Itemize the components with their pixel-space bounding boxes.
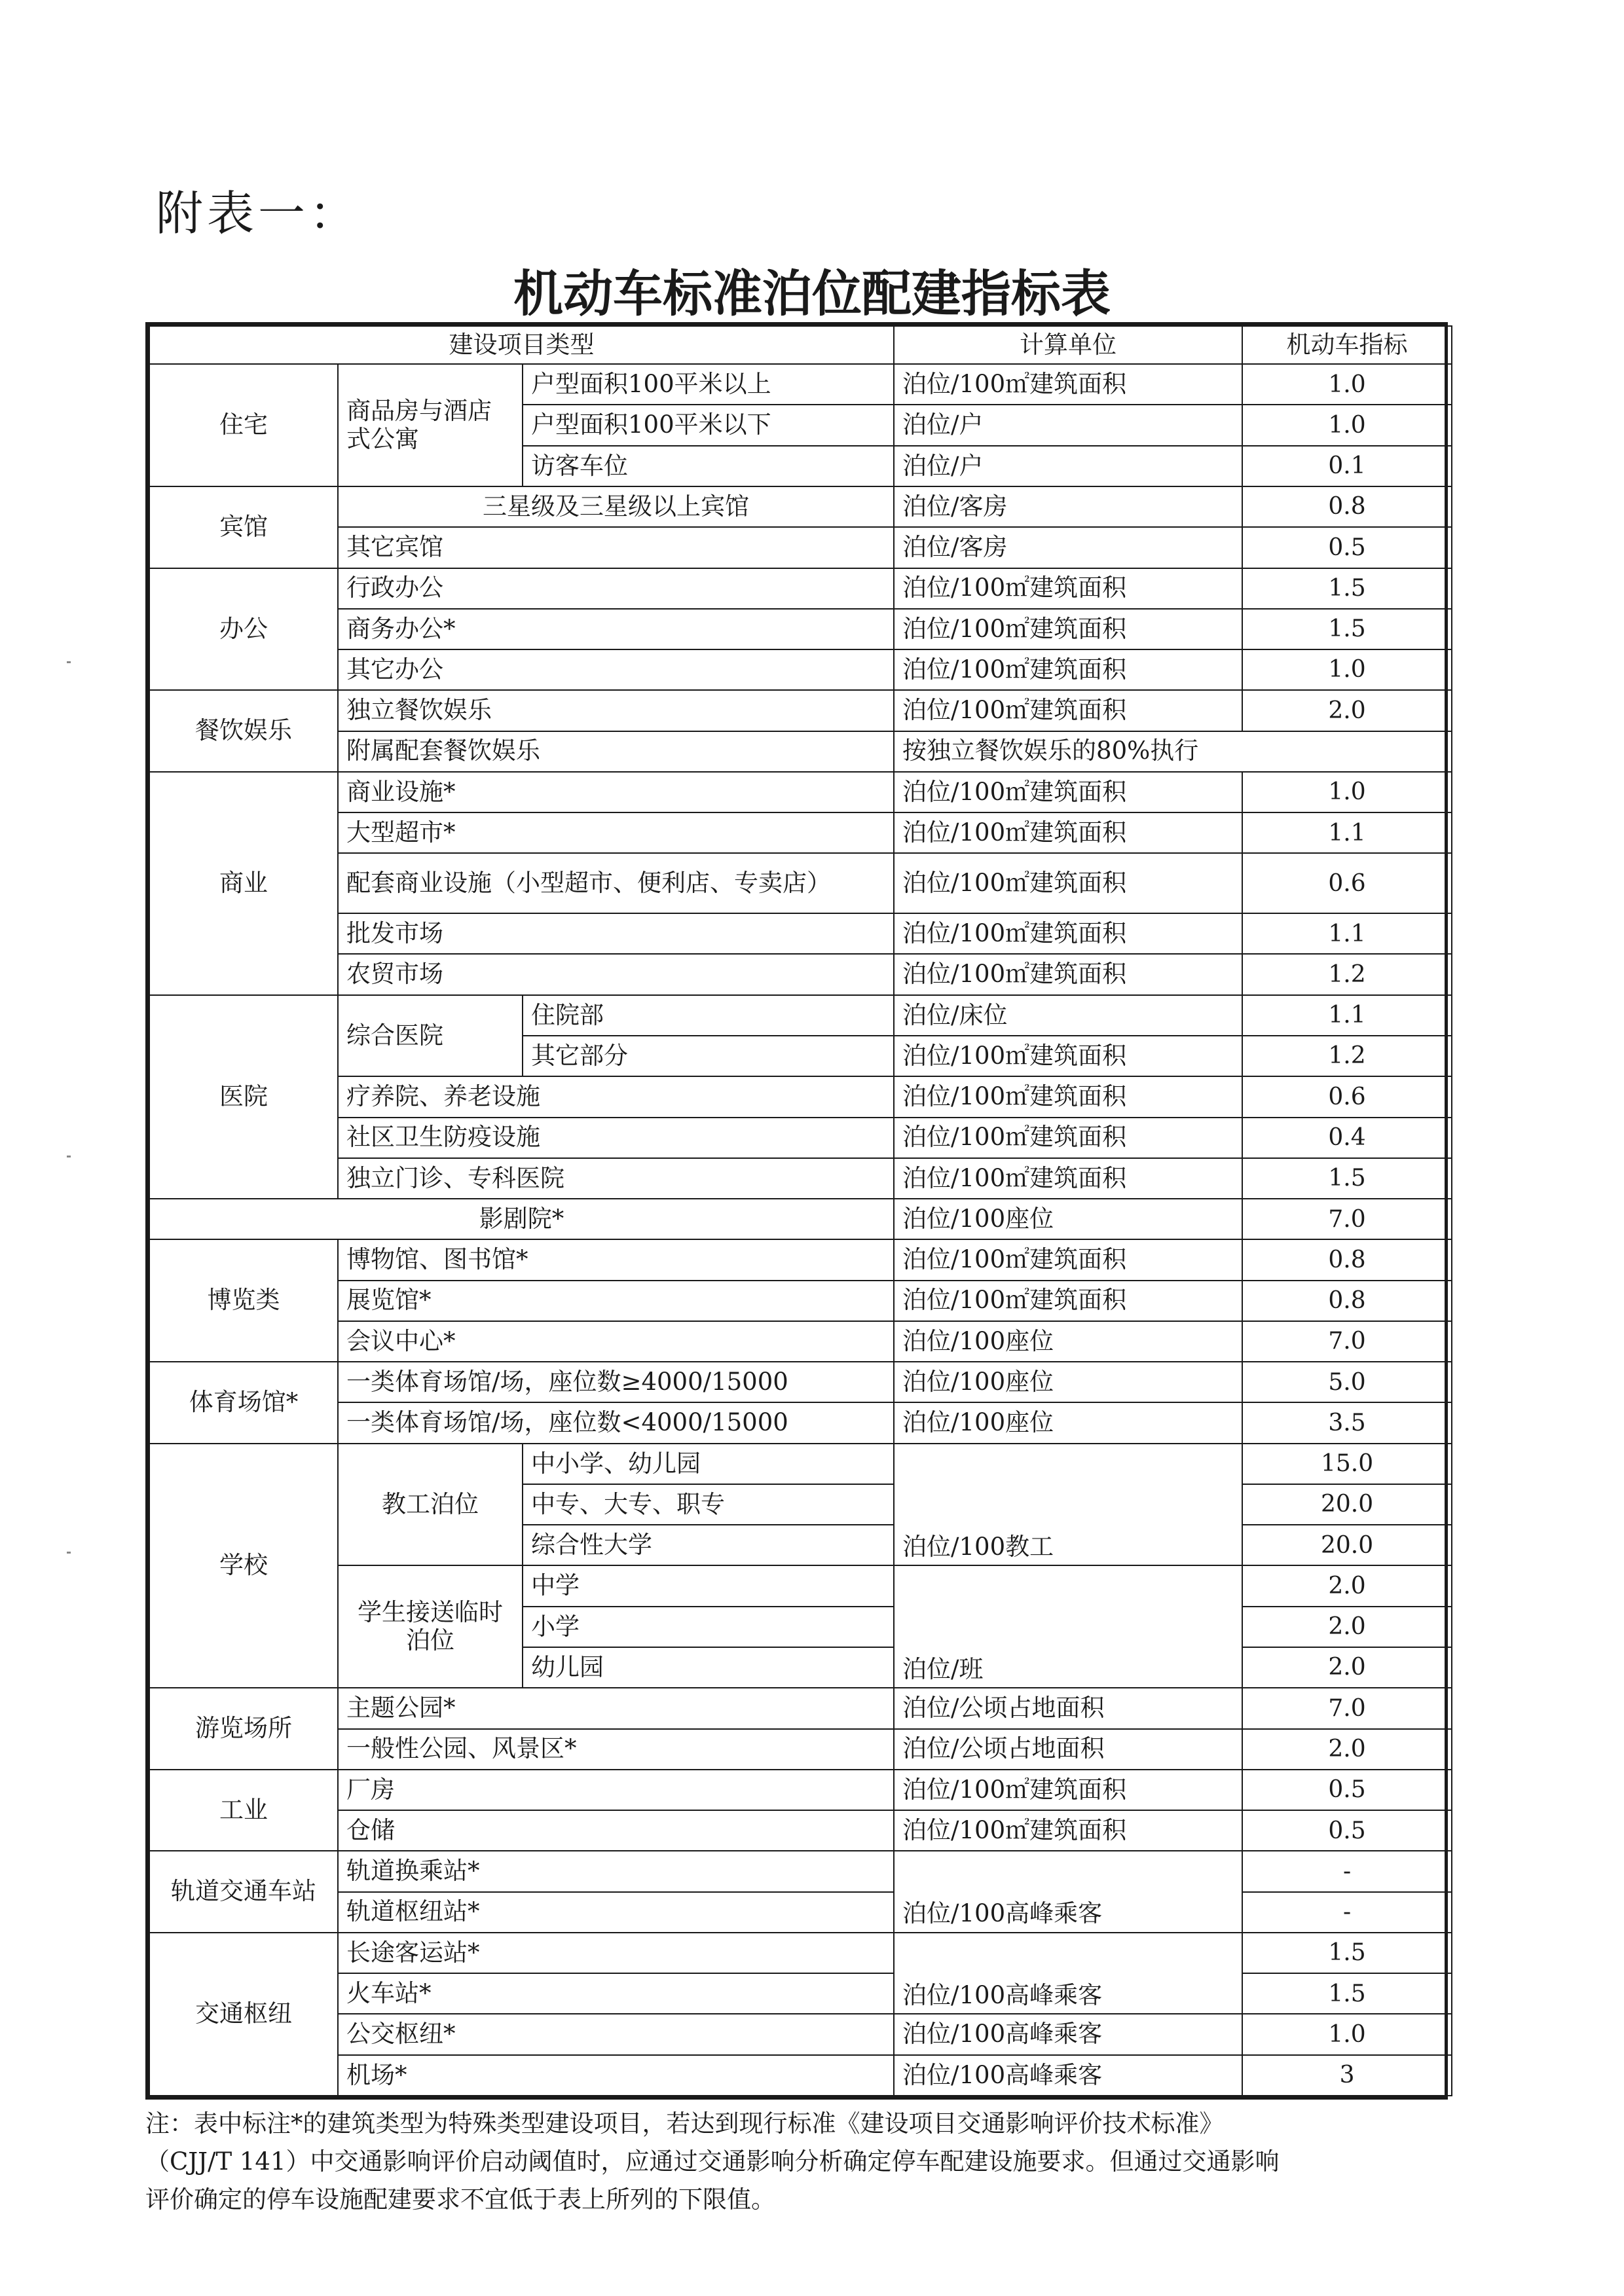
- value-cell: 1.2: [1242, 1036, 1452, 1076]
- unit-cell: 泊位/100㎡建筑面积: [894, 853, 1242, 913]
- value-cell: 2.0: [1242, 1647, 1452, 1688]
- table-row: [149, 812, 1452, 853]
- value-cell: 7.0: [1242, 1688, 1452, 1728]
- unit-cell: 泊位/床位: [894, 995, 1242, 1036]
- table-row: [149, 1933, 1452, 1973]
- item-cell: 厂房: [338, 1770, 894, 1810]
- item-cell: 火车站*: [338, 1973, 894, 2014]
- unit-cell: 泊位/100㎡建筑面积: [894, 1036, 1242, 1076]
- table-row: [149, 913, 1452, 954]
- table-row: [149, 486, 1452, 527]
- value-cell: 20.0: [1242, 1484, 1452, 1525]
- table-row: [149, 1770, 1452, 1810]
- value-cell: 0.6: [1242, 1076, 1452, 1117]
- unit-cell: 泊位/户: [894, 446, 1242, 486]
- value-cell: 0.6: [1242, 853, 1452, 913]
- value-cell: 5.0: [1242, 1362, 1452, 1402]
- item-cell: 机场*: [338, 2055, 894, 2096]
- unit-cell: 泊位/100㎡建筑面积: [894, 954, 1242, 994]
- unit-cell: 泊位/100㎡建筑面积: [894, 1770, 1242, 1810]
- table-row: [149, 2014, 1452, 2054]
- value-cell: 1.1: [1242, 913, 1452, 954]
- table-row: [149, 1239, 1452, 1280]
- unit-cell: 泊位/100㎡建筑面积: [894, 772, 1242, 812]
- unit-cell-pickup: 泊位/班: [894, 1565, 1242, 1688]
- value-cell: 1.5: [1242, 1973, 1452, 2014]
- item-cell: 博物馆、图书馆*: [338, 1239, 894, 1280]
- item-cell: 附属配套餐饮娱乐: [338, 731, 894, 772]
- item-cell: 其它办公: [338, 649, 894, 690]
- table-row: [149, 1973, 1452, 2014]
- category-hospital: 医院: [149, 995, 338, 1199]
- unit-cell: 泊位/100座位: [894, 1321, 1242, 1362]
- item-cell: 三星级及三星级以上宾馆: [338, 486, 894, 527]
- item-cell: 住院部: [523, 995, 894, 1036]
- value-cell: 1.5: [1242, 609, 1452, 649]
- unit-cell: 泊位/100㎡建筑面积: [894, 1076, 1242, 1117]
- document-title: 机动车标准泊位配建指标表: [513, 264, 1111, 323]
- item-cell: 公交枢纽*: [338, 2014, 894, 2054]
- value-cell: 0.4: [1242, 1118, 1452, 1158]
- unit-cell: 泊位/客房: [894, 527, 1242, 568]
- item-cell: 轨道枢纽站*: [338, 1892, 894, 1933]
- value-cell: 7.0: [1242, 1199, 1452, 1239]
- value-cell: 15.0: [1242, 1444, 1452, 1484]
- item-cell: 其它部分: [523, 1036, 894, 1076]
- category-rail: 轨道交通车站: [149, 1851, 338, 1933]
- category-transport-hub: 交通枢纽: [149, 1933, 338, 2096]
- table-row: [149, 527, 1452, 568]
- unit-cell: 泊位/公顷占地面积: [894, 1688, 1242, 1728]
- table-row: [149, 1076, 1452, 1117]
- subcategory-pickup-parking: 学生接送临时泊位: [338, 1565, 523, 1688]
- table-row: [149, 853, 1452, 913]
- table-row: [149, 609, 1452, 649]
- table-row: [149, 1199, 1452, 1239]
- value-cell: 3.5: [1242, 1402, 1452, 1443]
- item-cell: 配套商业设施（小型超市、便利店、专卖店）: [338, 853, 894, 913]
- unit-cell: 泊位/100座位: [894, 1362, 1242, 1402]
- scan-mark: [67, 661, 71, 663]
- table-row: [149, 1321, 1452, 1362]
- footnote: 注：表中标注*的建筑类型为特殊类型建设项目，若达到现行标准《建设项目交通影响评价技术标准》 （CJJ/T 141）中交通影响评价启动阈值时，应通过交通影响分析确定停车配建设施要求。但通过交通影响 评价确定的停车设施配建要求不宜低于表上所列的下限值。: [145, 2109, 1280, 2214]
- unit-cell: 泊位/100㎡建筑面积: [894, 1281, 1242, 1321]
- item-cell: 展览馆*: [338, 1281, 894, 1321]
- value-cell: 0.8: [1242, 1239, 1452, 1280]
- appendix-label: 附表一：: [156, 186, 361, 241]
- value-cell: 2.0: [1242, 1565, 1452, 1606]
- value-cell: -: [1242, 1892, 1452, 1933]
- item-cell: 一类体育场馆/场，座位数≥4000/15000: [338, 1362, 894, 1402]
- item-cell: 独立餐饮娱乐: [338, 690, 894, 731]
- header-index: 机动车指标: [1242, 326, 1452, 364]
- table-row: [149, 649, 1452, 690]
- subcategory-general-hospital: 综合医院: [338, 995, 523, 1077]
- value-cell: 1.0: [1242, 772, 1452, 812]
- item-cell: 小学: [523, 1607, 894, 1647]
- table-row: [149, 1444, 1452, 1484]
- item-cell: 一般性公园、风景区*: [338, 1729, 894, 1770]
- value-cell: 1.0: [1242, 405, 1452, 445]
- item-cell: 中学: [523, 1565, 894, 1606]
- table-row: [149, 364, 1452, 405]
- table-row: [149, 772, 1452, 812]
- item-cell: 中小学、幼儿园: [523, 1444, 894, 1484]
- scan-mark: [67, 1552, 71, 1554]
- value-cell: 1.5: [1242, 1158, 1452, 1199]
- category-park: 游览场所: [149, 1688, 338, 1770]
- category-school: 学校: [149, 1444, 338, 1688]
- table-row: [149, 1158, 1452, 1199]
- table-row: [149, 1565, 1452, 1606]
- item-cell: 户型面积100平米以下: [523, 405, 894, 445]
- value-cell: 2.0: [1242, 690, 1452, 731]
- table-row: [149, 954, 1452, 994]
- unit-cell: 泊位/100㎡建筑面积: [894, 364, 1242, 405]
- value-cell: 3: [1242, 2055, 1452, 2096]
- category-exhibition: 博览类: [149, 1239, 338, 1362]
- item-cell: 一类体育场馆/场，座位数<4000/15000: [338, 1402, 894, 1443]
- category-sports: 体育场馆*: [149, 1362, 338, 1444]
- item-cell: 批发市场: [338, 913, 894, 954]
- unit-cell: 泊位/100座位: [894, 1402, 1242, 1443]
- unit-cell: 泊位/100㎡建筑面积: [894, 1810, 1242, 1851]
- table-row: [149, 1688, 1452, 1728]
- subcategory-apartment: 商品房与酒店式公寓: [338, 364, 523, 486]
- unit-cell: 泊位/公顷占地面积: [894, 1729, 1242, 1770]
- item-cell: 主题公园*: [338, 1688, 894, 1728]
- category-office: 办公: [149, 568, 338, 691]
- value-cell: 1.0: [1242, 649, 1452, 690]
- value-cell: 20.0: [1242, 1525, 1452, 1565]
- value-cell: 1.5: [1242, 568, 1452, 609]
- unit-cell: 按独立餐饮娱乐的80%执行: [894, 731, 1452, 772]
- value-cell: 1.0: [1242, 364, 1452, 405]
- value-cell: 1.1: [1242, 995, 1452, 1036]
- table-row: [149, 1729, 1452, 1770]
- value-cell: 0.1: [1242, 446, 1452, 486]
- unit-cell: 泊位/客房: [894, 486, 1242, 527]
- unit-cell: 泊位/100㎡建筑面积: [894, 913, 1242, 954]
- item-cell: 轨道换乘站*: [338, 1851, 894, 1891]
- value-cell: 2.0: [1242, 1729, 1452, 1770]
- unit-cell: 泊位/100㎡建筑面积: [894, 690, 1242, 731]
- unit-cell: 泊位/100㎡建筑面积: [894, 812, 1242, 853]
- category-industry: 工业: [149, 1770, 338, 1851]
- table-row: [149, 1810, 1452, 1851]
- item-cell: 大型超市*: [338, 812, 894, 853]
- item-cell: 商务办公*: [338, 609, 894, 649]
- value-cell: 2.0: [1242, 1607, 1452, 1647]
- value-cell: -: [1242, 1851, 1452, 1891]
- item-cell: 幼儿园: [523, 1647, 894, 1688]
- unit-cell-rail: 泊位/100高峰乘客: [894, 1851, 1242, 1933]
- value-cell: 1.5: [1242, 1933, 1452, 1973]
- unit-cell: 泊位/户: [894, 405, 1242, 445]
- table-row: [149, 995, 1452, 1036]
- table-row: [149, 1281, 1452, 1321]
- table-row: [149, 690, 1452, 731]
- item-cell: 会议中心*: [338, 1321, 894, 1362]
- item-cell: 独立门诊、专科医院: [338, 1158, 894, 1199]
- unit-cell-staff: 泊位/100教工: [894, 1444, 1242, 1566]
- item-cell-theater: 影剧院*: [149, 1199, 894, 1239]
- value-cell: 1.2: [1242, 954, 1452, 994]
- item-cell: 其它宾馆: [338, 527, 894, 568]
- item-cell: 疗养院、养老设施: [338, 1076, 894, 1117]
- unit-cell: 泊位/100㎡建筑面积: [894, 1239, 1242, 1280]
- unit-cell: 泊位/100㎡建筑面积: [894, 1158, 1242, 1199]
- table-row: [149, 1118, 1452, 1158]
- item-cell: 商业设施*: [338, 772, 894, 812]
- category-hotel: 宾馆: [149, 486, 338, 568]
- table-header-row: [149, 326, 1452, 364]
- value-cell: 0.8: [1242, 1281, 1452, 1321]
- item-cell: 长途客运站*: [338, 1933, 894, 1973]
- subcategory-staff-parking: 教工泊位: [338, 1444, 523, 1566]
- unit-cell-hub: 泊位/100高峰乘客: [894, 1933, 1242, 2014]
- unit-cell: 泊位/100座位: [894, 1199, 1242, 1239]
- value-cell: 0.5: [1242, 1770, 1452, 1810]
- category-dining: 餐饮娱乐: [149, 690, 338, 772]
- table-row: [149, 2055, 1452, 2096]
- value-cell: 1.1: [1242, 812, 1452, 853]
- unit-cell: 泊位/100㎡建筑面积: [894, 649, 1242, 690]
- item-cell: 中专、大专、职专: [523, 1484, 894, 1525]
- value-cell: 0.8: [1242, 486, 1452, 527]
- item-cell: 行政办公: [338, 568, 894, 609]
- unit-cell: 泊位/100高峰乘客: [894, 2014, 1242, 2054]
- table-row: [149, 1892, 1452, 1933]
- parking-standards-table: [145, 322, 1448, 2100]
- unit-cell: 泊位/100㎡建筑面积: [894, 1118, 1242, 1158]
- item-cell: 仓储: [338, 1810, 894, 1851]
- item-cell: 综合性大学: [523, 1525, 894, 1565]
- value-cell: 0.5: [1242, 1810, 1452, 1851]
- item-cell: 访客车位: [523, 446, 894, 486]
- header-unit: 计算单位: [894, 326, 1242, 364]
- table-row: [149, 1362, 1452, 1402]
- value-cell: 0.5: [1242, 527, 1452, 568]
- table-row: [149, 1851, 1452, 1891]
- item-cell: 户型面积100平米以上: [523, 364, 894, 405]
- table-row: [149, 1402, 1452, 1443]
- category-commerce: 商业: [149, 772, 338, 995]
- unit-cell: 泊位/100㎡建筑面积: [894, 609, 1242, 649]
- header-category: 建设项目类型: [149, 326, 894, 364]
- unit-cell: 泊位/100㎡建筑面积: [894, 568, 1242, 609]
- item-cell: 社区卫生防疫设施: [338, 1118, 894, 1158]
- table-row: [149, 568, 1452, 609]
- unit-cell: 泊位/100高峰乘客: [894, 2055, 1242, 2096]
- item-cell: 农贸市场: [338, 954, 894, 994]
- table-row: [149, 731, 1452, 772]
- value-cell: 1.0: [1242, 2014, 1452, 2054]
- category-residential: 住宅: [149, 364, 338, 486]
- value-cell: 7.0: [1242, 1321, 1452, 1362]
- scan-mark: [67, 1156, 71, 1157]
